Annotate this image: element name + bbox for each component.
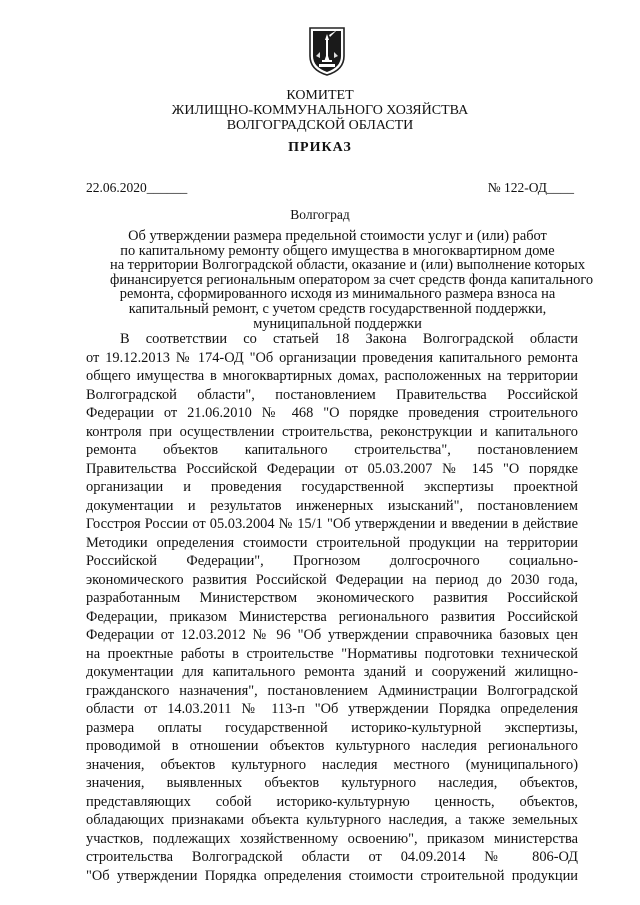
body-line: проводимой в отношении объектов культурного наследия регионального — [86, 738, 578, 754]
body-line: Правительства Российской Федерации от 05.03.2007 № 145 "О порядке — [86, 460, 578, 477]
body-line: Федерации от 12.03.2012 № 96 "Об утверждении справочника базовых цен — [86, 627, 578, 643]
title-line: на территории Волгоградской области, оказание и (или) выполнение которых — [110, 257, 586, 274]
body-line: документации и результатов инженерных изысканий", постановлением — [86, 497, 578, 514]
body-line: от 19.12.2013 № 174-ОД "Об организации проведения капитального ремонта — [86, 349, 578, 366]
body-line: организации и проведения государственной экспертизы проектной — [86, 479, 578, 495]
body-line: "Об утверждении Порядка определения стоимости строительной продукции — [86, 867, 578, 884]
body-line: на проектные работы в строительстве "Нормативы подготовки технической — [86, 645, 578, 662]
title-line: капитальный ремонт, с учетом средств государственной поддержки, — [128, 300, 547, 317]
body-paragraph — [86, 330, 578, 885]
title-line: ремонта, сформированного исходя из минимального размера взноса на — [119, 286, 556, 303]
body-line: Федерации, приказом Министерства регионального развития Российской — [86, 608, 578, 625]
body-line: документации для капитального ремонта зданий и сооружений жилищно- — [86, 664, 578, 680]
title-line: Об утверждении размера предельной стоимости услуг и (или) работ — [128, 228, 547, 244]
body-line: Методики определения стоимости строительной продукции на территории — [86, 534, 578, 551]
title-line: финансируется региональным оператором за счет средств фонда капитального — [110, 271, 594, 288]
document-number: № 122-ОД____ — [487, 180, 574, 195]
document-title — [110, 228, 594, 332]
body-line: размера оплаты государственной историко-культурной экспертизы, — [86, 719, 578, 736]
body-line: обладающих признаками объекта культурного наследия, а также земельных — [86, 812, 578, 828]
document-type: ПРИКАЗ — [288, 140, 352, 155]
body-line: значения, выявленных объектов культурного наследия, объектов, — [86, 775, 578, 791]
org-name-line-2: ЖИЛИЩНО-КОММУНАЛЬНОГО ХОЗЯЙСТВА — [171, 103, 469, 118]
body-line: гражданского назначения", постановлением Администрации Волгоградской — [86, 682, 578, 699]
volgograd-coat-of-arms-icon — [308, 26, 346, 76]
body-line: контроля при осуществлении строительства, реконструкции и капитального — [86, 423, 578, 440]
title-line: по капитальному ремонту общего имущества в многоквартирном доме — [120, 242, 555, 259]
body-line: участков, подлежащих хозяйственному освоению", приказом министерства — [86, 830, 578, 847]
body-line: значения, объектов культурного наследия местного (муниципального) — [86, 756, 578, 773]
body-line: Федерации от 21.06.2010 № 468 "О порядке проведения строительного — [86, 405, 578, 421]
document-date: 22.06.2020______ — [86, 180, 188, 195]
body-line: экономического развития Российской Федерации на период до 2030 года, — [86, 571, 578, 588]
body-line: общего имущества в многоквартирных домах, расположенных на территории — [86, 368, 578, 384]
body-line: Волгоградской области", постановлением Правительства Российской — [86, 386, 578, 403]
body-line: Госстроя России от 05.03.2004 № 15/1 "Об утверждении и введении в действие — [86, 516, 578, 532]
org-name-line-1: КОМИТЕТ — [286, 88, 354, 103]
body-line: Российской Федерации", Прогнозом долгосрочного социально- — [86, 553, 578, 569]
body-line: области от 14.03.2011 № 113-п "Об утверждении Порядка определения — [86, 701, 578, 717]
city-name: Волгоград — [290, 207, 350, 222]
body-line: В соответствии со статьей 18 Закона Волгоградской области — [120, 331, 578, 347]
body-line: разработанным Министерством экономического развития Российской — [86, 590, 578, 606]
body-line: представляющих собой историко-культурную ценность, объектов, — [86, 793, 578, 810]
org-name-line-3: ВОЛГОГРАДСКОЙ ОБЛАСТИ — [226, 118, 414, 133]
body-line: ремонта объектов капитального строительства", постановлением — [86, 442, 578, 458]
body-line: строительства Волгоградской области от 04.09.2014 № 806-ОД — [86, 849, 578, 865]
title-line: муниципальной поддержки — [253, 315, 422, 332]
